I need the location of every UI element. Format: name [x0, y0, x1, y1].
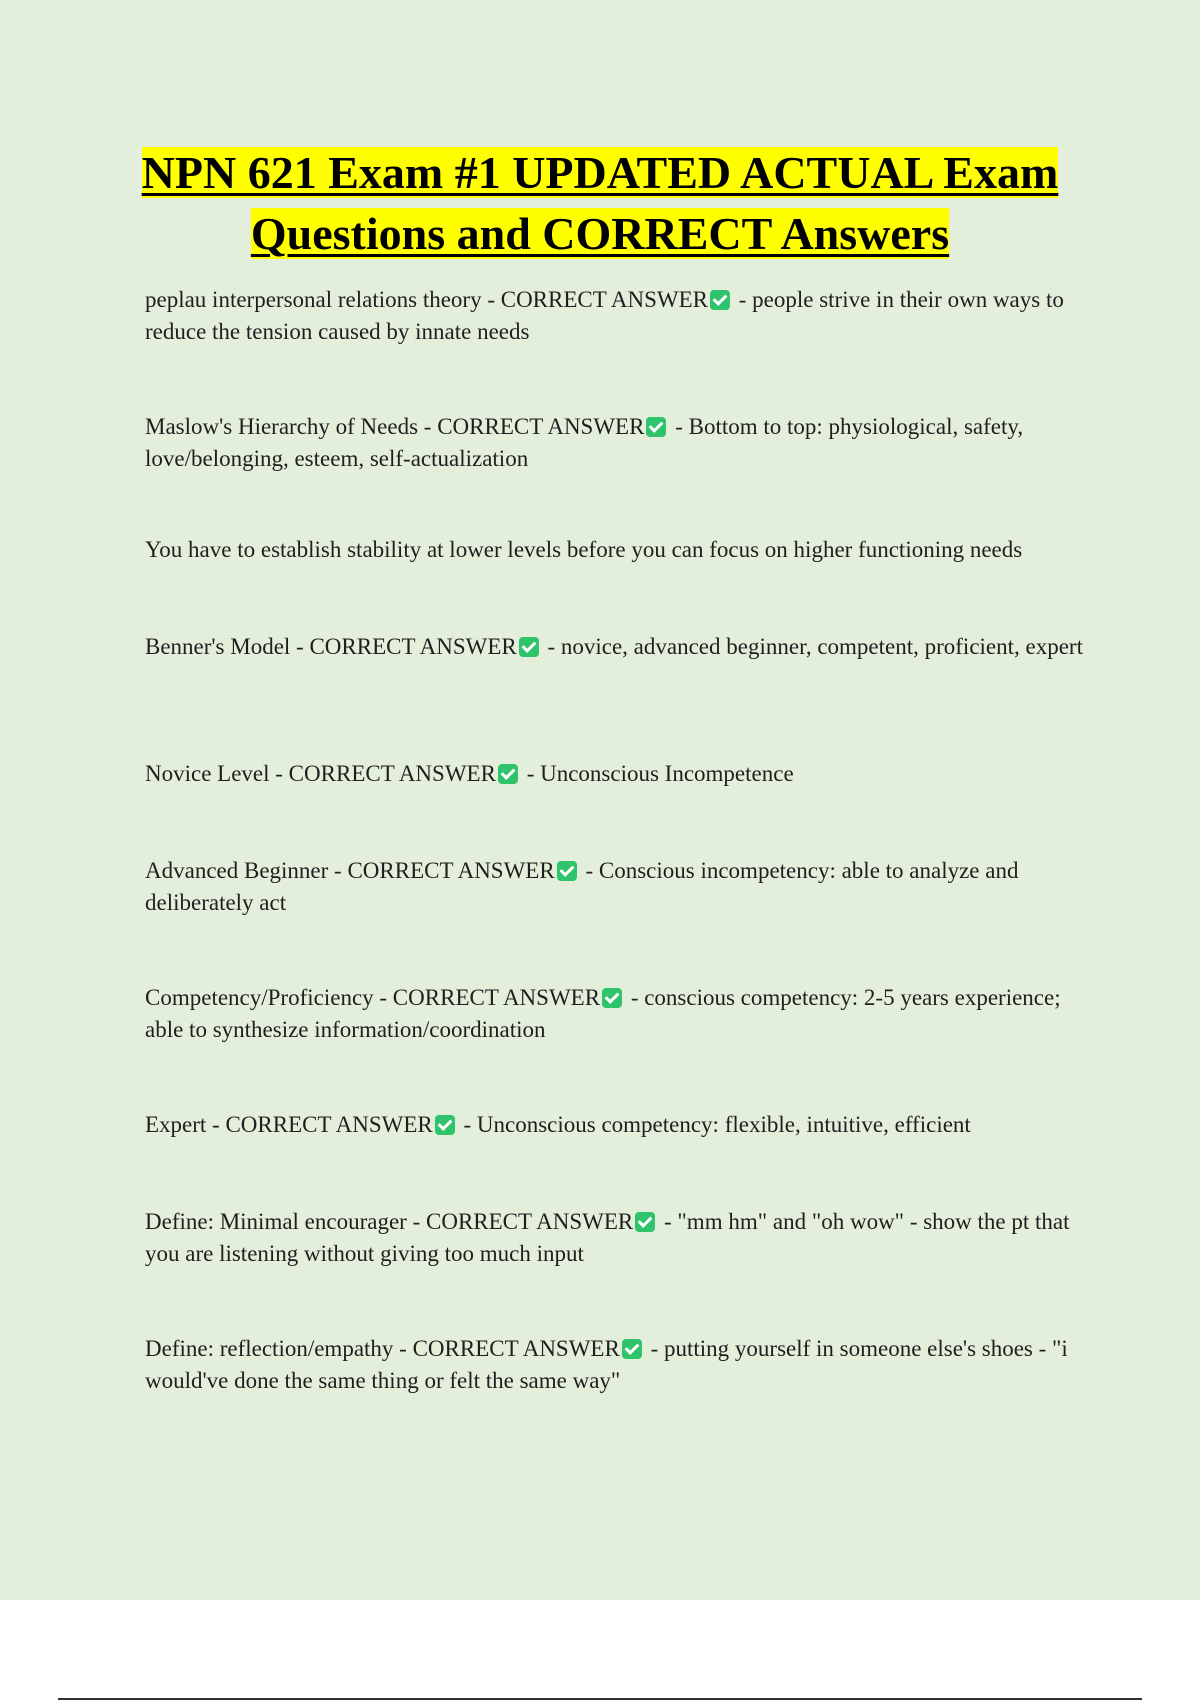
entry-answer: - Conscious incompetency: able to analyze and deliberately act: [145, 858, 1019, 915]
title-block: [100, 142, 1100, 264]
entry-term: Expert - CORRECT ANSWER: [145, 1112, 433, 1137]
entry-reflection-empathy: [145, 1333, 1095, 1397]
entry-answer: - "mm hm" and "oh wow" - show the pt that you are listening without giving too much input: [145, 1209, 1070, 1266]
check-icon: [602, 988, 622, 1008]
entry-benner: [145, 631, 1095, 663]
check-icon: [557, 861, 577, 881]
entry-peplau: [145, 284, 1095, 348]
entry-novice: [145, 758, 1095, 790]
entry-maslow-note: [145, 534, 1095, 566]
check-icon: [519, 637, 539, 657]
check-icon: [622, 1339, 642, 1359]
entry-term: Maslow's Hierarchy of Needs - CORRECT ANSWER: [145, 414, 645, 439]
entry-term: Define: Minimal encourager - CORRECT ANSWER: [145, 1209, 634, 1234]
entry-answer: - putting yourself in someone else's shoes - "i would've done the same thing or felt the same way": [145, 1336, 1068, 1393]
entry-maslow: [145, 411, 1095, 475]
entry-answer: - people strive in their own ways to reduce the tension caused by innate needs: [145, 287, 1064, 344]
entry-competency: [145, 982, 1095, 1046]
entry-expert: [145, 1109, 1095, 1141]
entry-answer: - Unconscious Incompetence: [520, 761, 794, 786]
entry-answer: - Unconscious competency: flexible, intuitive, efficient: [457, 1112, 971, 1137]
check-icon: [646, 417, 666, 437]
entry-term: Novice Level - CORRECT ANSWER: [145, 761, 496, 786]
entry-term: Define: reflection/empathy - CORRECT ANSWER: [145, 1336, 620, 1361]
document-title: NPN 621 Exam #1 UPDATED ACTUAL Exam Questions and CORRECT Answers: [141, 147, 1059, 259]
check-icon: [435, 1115, 455, 1135]
entry-answer: - conscious competency: 2-5 years experience; able to synthesize information/coordination: [145, 985, 1061, 1042]
check-icon: [498, 764, 518, 784]
entry-term: Advanced Beginner - CORRECT ANSWER: [145, 858, 555, 883]
entry-answer: - novice, advanced beginner, competent, proficient, expert: [541, 634, 1083, 659]
entry-term: Benner's Model - CORRECT ANSWER: [145, 634, 517, 659]
entry-answer: - Bottom to top: physiological, safety, love/belonging, esteem, self-actualization: [145, 414, 1024, 471]
entry-advanced-beginner: [145, 855, 1095, 919]
check-icon: [635, 1212, 655, 1232]
check-icon: [710, 290, 730, 310]
entry-text: You have to establish stability at lower levels before you can focus on higher functioning needs: [145, 537, 1023, 562]
entry-term: Competency/Proficiency - CORRECT ANSWER: [145, 985, 601, 1010]
entry-term: peplau interpersonal relations theory - CORRECT ANSWER: [145, 287, 708, 312]
entry-minimal-encourager: [145, 1206, 1095, 1270]
